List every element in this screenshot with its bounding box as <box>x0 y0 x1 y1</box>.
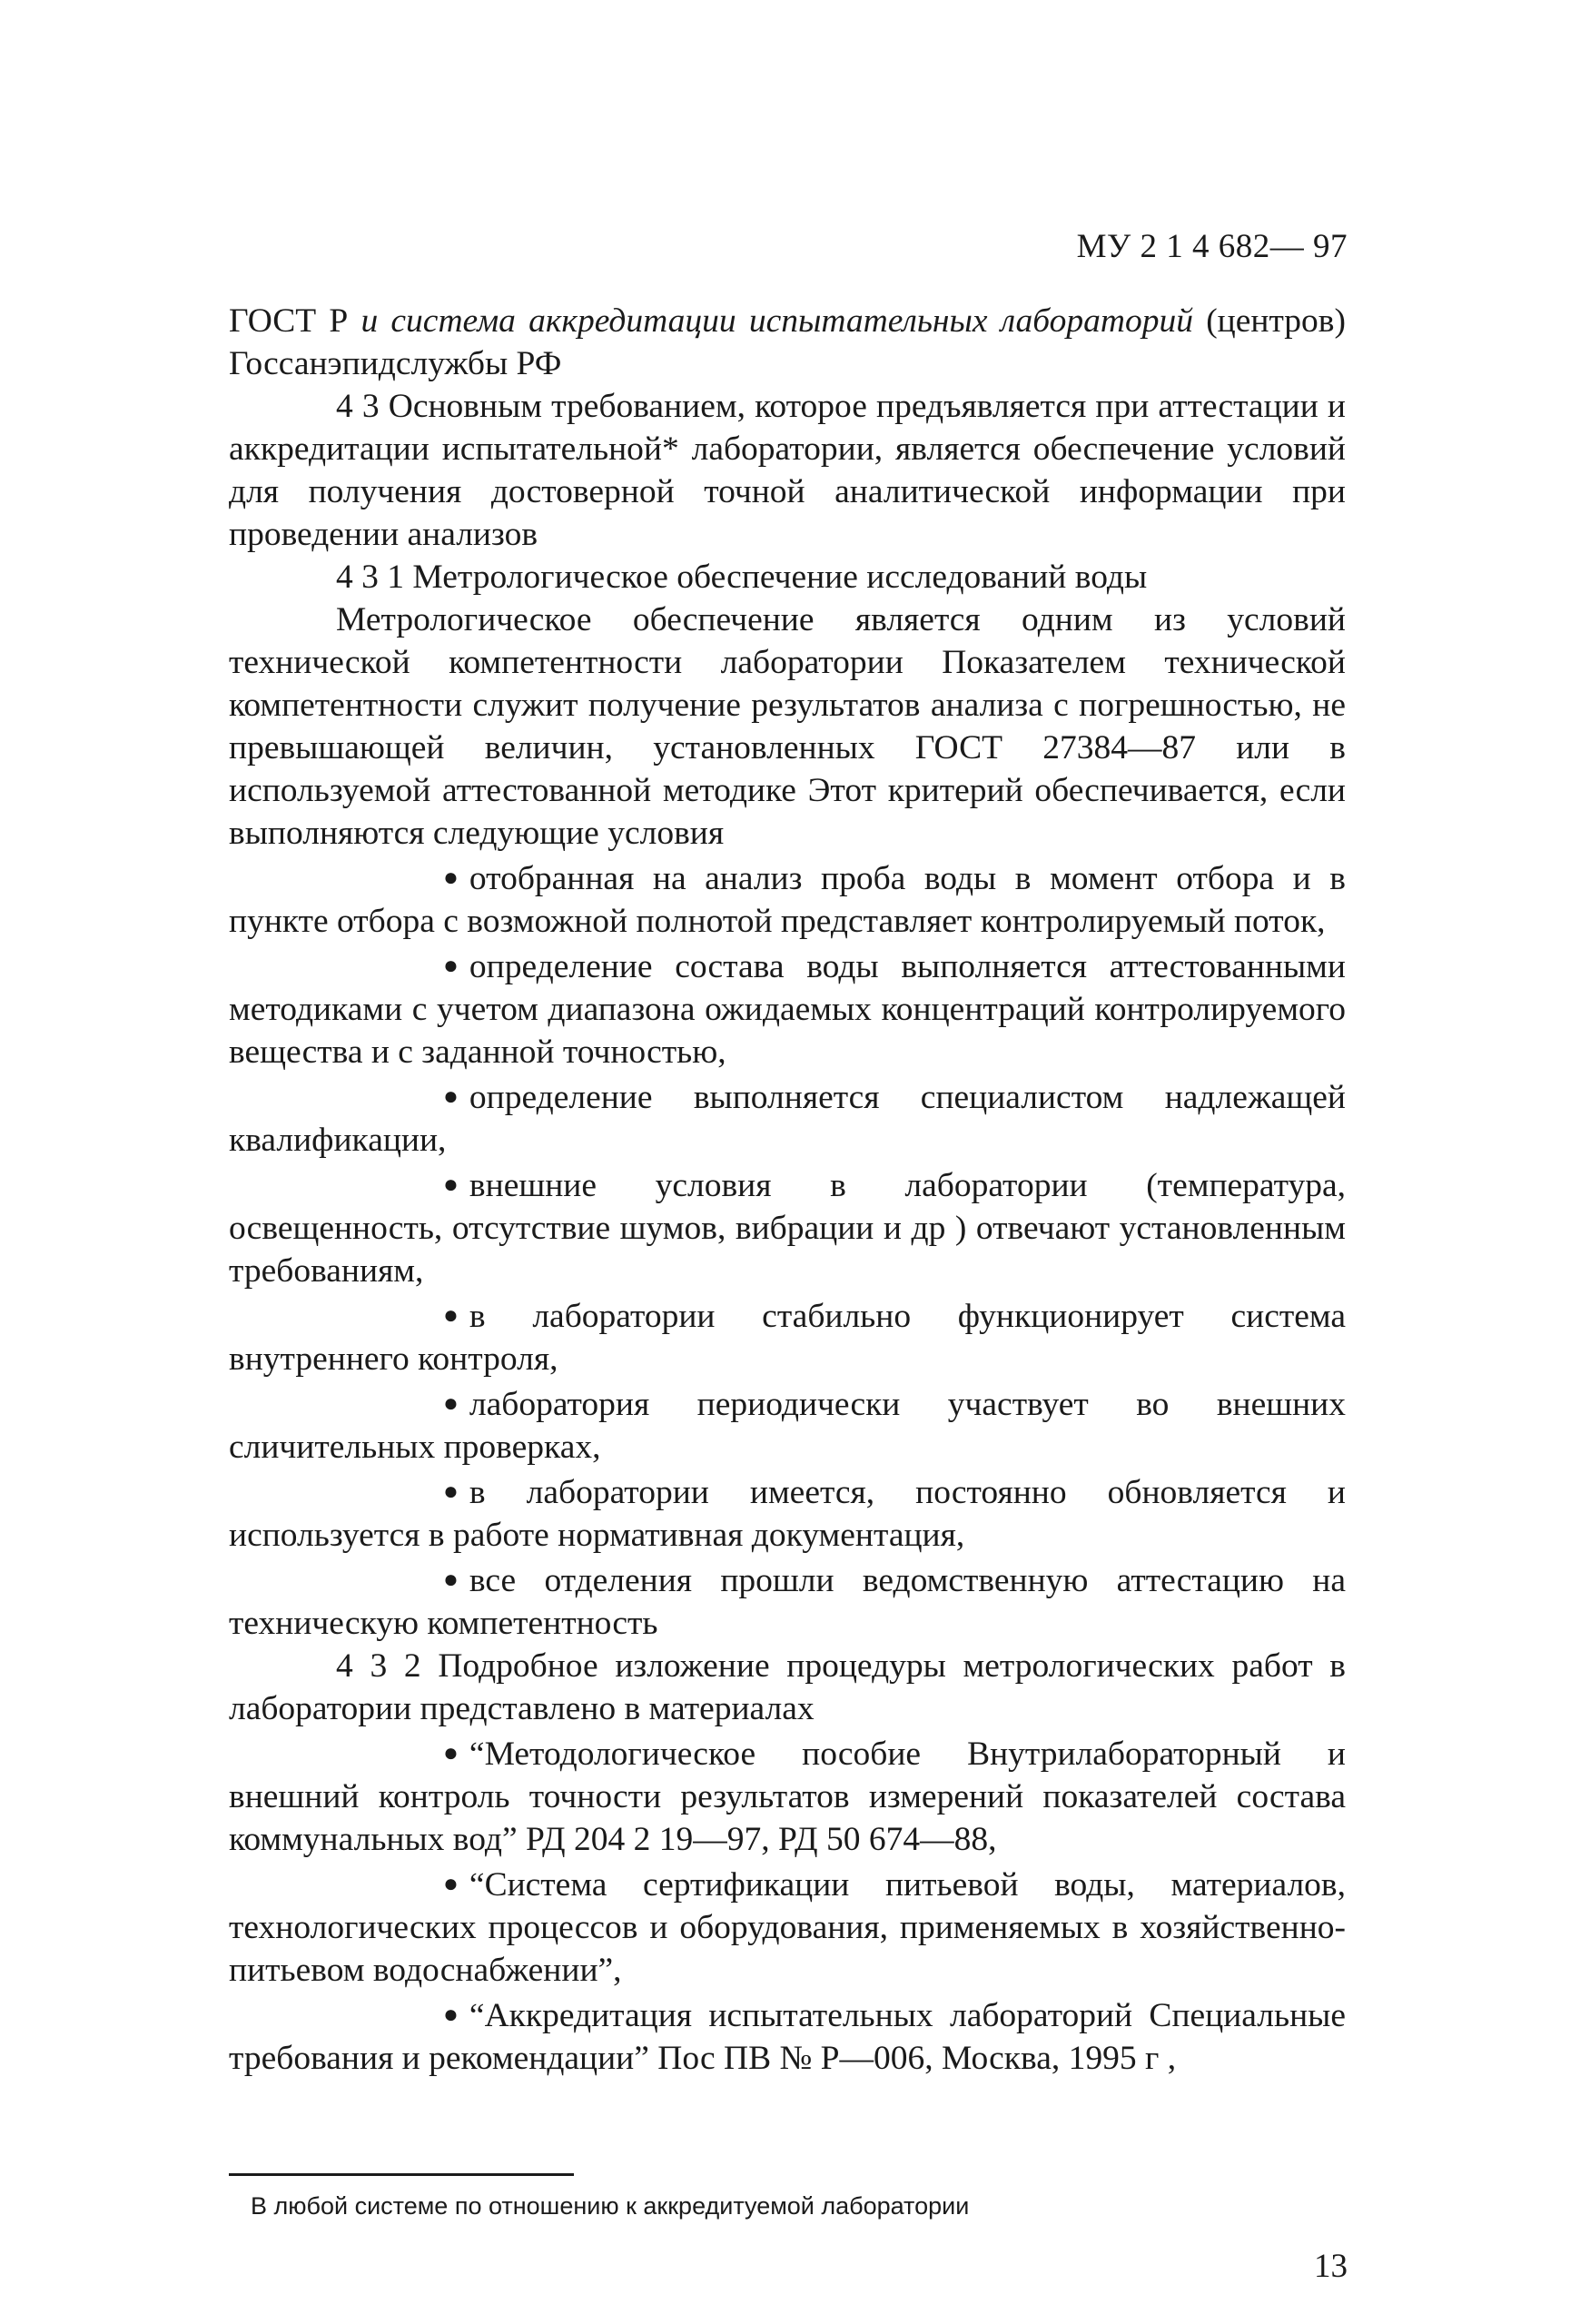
list-item: ● определение выполняется специалистом надлежащей квалификации, <box>229 1075 1346 1162</box>
list-item: ● “Система сертификации питьевой воды, материалов, технологических процессов и оборудования, применяемых в хозяйственно-питьевом водоснабжении”, <box>229 1863 1346 1992</box>
list-item: ● определение состава воды выполняется аттестованными методиками с учетом диапазона ожидаемых концентраций контролируемого вещества и с заданной точностью, <box>229 944 1346 1073</box>
list-item: ● отобранная на анализ проба воды в момент отбора и в пункте отбора с возможной полнотой представляет контролируемый поток, <box>229 856 1346 943</box>
bullet-icon: ● <box>443 1739 459 1767</box>
materials-list <box>229 1732 1346 2080</box>
list-item: ● в лаборатории стабильно функционирует система внутреннего контроля, <box>229 1294 1346 1380</box>
bullet-icon: ● <box>443 1171 459 1199</box>
document-code: МУ 2 1 4 682— 97 <box>1076 228 1348 265</box>
bullet-icon: ● <box>443 952 459 980</box>
list-item: ● в лаборатории имеется, постоянно обновляется и используется в работе нормативная документация, <box>229 1470 1346 1557</box>
bullet-icon: ● <box>443 864 459 892</box>
list-item: ● “Методологическое пособие Внутрилабораторный и внешний контроль точности результатов измерений показателей состава коммунальных вод” РД 204 2 19—97, РД 50 674—88, <box>229 1732 1346 1861</box>
list-item: ● лаборатория периодически участвует во внешних сличительных проверках, <box>229 1382 1346 1469</box>
body-text <box>229 300 1346 2080</box>
list-item: ● все отделения прошли ведомственную аттестацию на техническую компетентность <box>229 1558 1346 1645</box>
footnote-divider <box>229 2173 574 2176</box>
list-item: ● внешние условия в лаборатории (температура, освещенность, отсутствие шумов, вибрации и др ) отвечают установленным требованиям, <box>229 1163 1346 1292</box>
bullet-icon: ● <box>443 1478 459 1506</box>
bullet-icon: ● <box>443 1870 459 1898</box>
bullet-icon: ● <box>443 1301 459 1330</box>
bullet-icon: ● <box>443 2001 459 2029</box>
page-number: 13 <box>1314 2248 1348 2285</box>
paragraph-4-3-2: 4 3 2 Подробное изложение процедуры метрологических работ в лаборатории представлено в материалах <box>229 1647 1346 1727</box>
paragraph-4-3-1: 4 3 1 Метрологическое обеспечение исследований воды <box>336 559 1148 596</box>
paragraph-metrology: Метрологическое обеспечение является одним из условий технической компетентности лаборатории Показателем технической компетентности служит получение результатов анализа с погрешностью, не превышающей величин, установленных ГОСТ 27384—87 или в используемой аттестованной методике Этот критерий обеспечивается, если выполняются следующие условия <box>229 601 1346 852</box>
lead-paragraph: ГОСТ Р и система аккредитации испытательных лабораторий (центров) Госсанэпидслужбы РФ <box>229 302 1347 382</box>
bullet-icon: ● <box>443 1083 459 1111</box>
paragraph-4-3: 4 3 Основным требованием, которое предъявляется при аттестации и аккредитации испытательной* лаборатории, является обеспечение условий для получения достоверной точной аналитической информации при проведении анализов <box>229 388 1346 553</box>
bullet-icon: ● <box>443 1389 459 1418</box>
bullet-icon: ● <box>443 1566 459 1594</box>
conditions-list <box>229 856 1346 1645</box>
list-item: ● “Аккредитация испытательных лабораторий Специальные требования и рекомендации” Пос ПВ № Р—006, Москва, 1995 г , <box>229 1993 1346 2080</box>
footnote: В любой системе по отношению к аккредитуемой лаборатории <box>251 2192 970 2220</box>
